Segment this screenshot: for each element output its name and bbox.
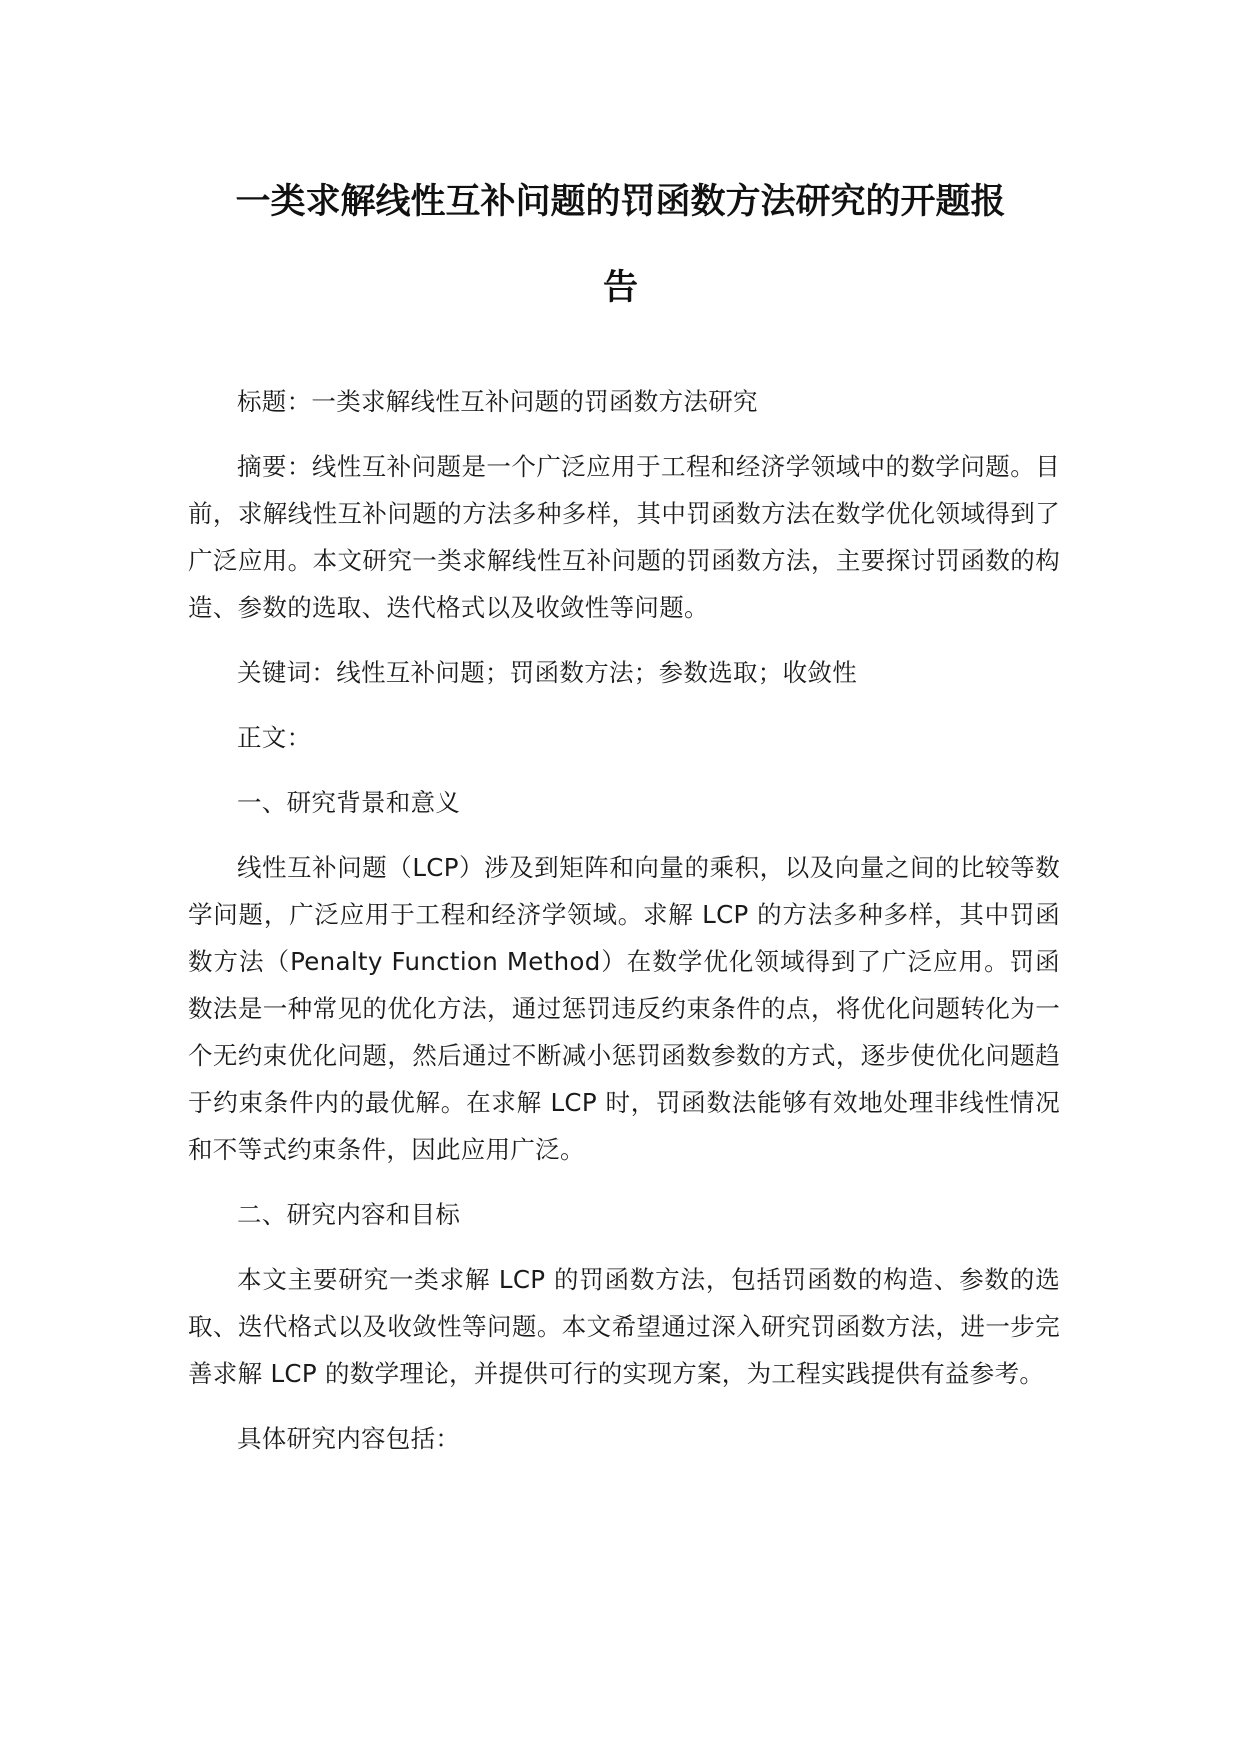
content-paragraph: 本文主要研究一类求解 LCP 的罚函数方法，包括罚函数的构造、参数的选取、迭代格式以及收敛性等问题。本文希望通过深入研究罚函数方法，进一步完善求解 LCP 的数学理论，并提供可行的实现方案，为工程实践提供有益参考。: [188, 1265, 1060, 1388]
document-body: [188, 378, 1060, 1480]
abstract-paragraph: 摘要：线性互补问题是一个广泛应用于工程和经济学领域中的数学问题。目前，求解线性互补问题的方法多种多样，其中罚函数方法在数学优化领域得到了广泛应用。本文研究一类求解线性互补问题的罚函数方法，主要探讨罚函数的构造、参数的选取、迭代格式以及收敛性等问题。: [188, 452, 1060, 622]
section-heading-content: 二、研究内容和目标: [237, 1200, 461, 1229]
background-paragraph: 线性互补问题（LCP）涉及到矩阵和向量的乘积，以及向量之间的比较等数学问题，广泛应用于工程和经济学领域。求解 LCP 的方法多种多样，其中罚函数方法（Penalty Function Method）在数学优化领域得到了广泛应用。罚函数法是一种常见的优化方法，通过惩罚违反约束条件的点，将优化问题转化为一个无约束优化问题，然后通过不断减小惩罚函数参数的方式，逐步使优化问题趋于约束条件内的最优解。在求解 LCP 时，罚函数法能够有效地处理非线性情况和不等式约束条件，因此应用广泛。: [188, 853, 1060, 1164]
title-paragraph: 标题：一类求解线性互补问题的罚函数方法研究: [237, 387, 758, 416]
specific-content-label: 具体研究内容包括：: [237, 1424, 461, 1453]
document-title-line-1: 一类求解线性互补问题的罚函数方法研究的开题报: [235, 182, 1006, 222]
keywords-paragraph: 关键词：线性互补问题；罚函数方法；参数选取；收敛性: [237, 658, 857, 687]
document-title-line-2: 告: [602, 268, 638, 308]
section-heading-background: 一、研究背景和意义: [237, 788, 461, 817]
main-text-label: 正文：: [237, 723, 312, 752]
